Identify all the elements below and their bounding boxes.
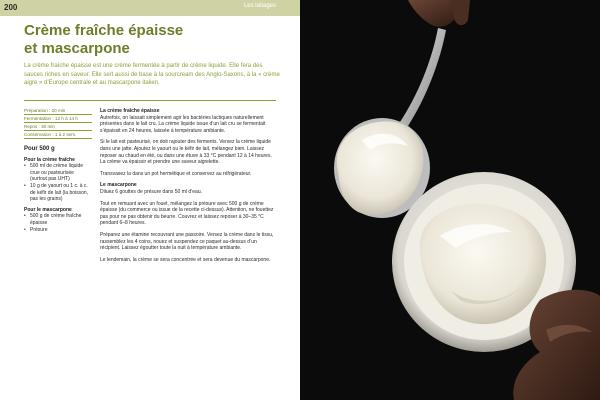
cream-photo — [300, 0, 600, 400]
list-item — [24, 213, 92, 226]
ingredient-text: 10 g de yaourt ou 1 c. à c. de kéfir de lait (la boisson, pas les grains) — [30, 182, 89, 203]
bullet-icon: • — [24, 163, 26, 170]
method-paragraph: Si le lait est pasteurisé, on doit rajouter des ferments. Versez la crème liquide dans une jatte. Ajoutez le yaourt ou le kéfir de lait, mélangez bien. Laissez reposer au chaud en été, ou dans une étuve à 33 °C pendant 12 à 14 heures. La crème va épaissir et prendre une saveur aigrelette. — [100, 139, 272, 166]
method-paragraph: Le lendemain, la crème se sera concentrée et sera devenue du mascarpone. — [100, 256, 271, 263]
meta-preparation: Préparation : 20 min — [24, 107, 92, 115]
method-paragraph: Préparez une étamine recouvrant une passoire. Versez la crème dans le tissu, rassemblez les 4 coins, nouez et suspendez ce paquet au-dessus d’un récipient. Laissez égoutter toute la nuit à température ambiante. — [100, 231, 274, 252]
bullet-icon: • — [24, 226, 26, 233]
recipe-meta — [24, 107, 92, 139]
ingredients-creme-heading: Pour la crème fraîche — [24, 156, 75, 163]
recipe-title — [24, 22, 284, 58]
photo-page — [300, 0, 600, 400]
ingredient-text: Présure — [30, 226, 48, 233]
title-line-2: et mascarpone — [24, 40, 130, 57]
method-paragraph: Diluez 6 gouttes de présure dans 50 ml d’eau. — [100, 188, 203, 195]
bullet-icon: • — [24, 213, 26, 220]
list-item — [24, 227, 92, 234]
method-paragraph: Transvasez la dans un pot hermétique et conservez au réfrigérateur. — [100, 170, 252, 177]
ingredient-text: 500 g de crème fraîche épaisse — [30, 213, 82, 226]
recipe-intro: La crème fraîche épaisse est une crème fermentée à partir de crème liquide. Elle fera des sauces riches en saveur. Elle sert aussi de base à la sourcream des Anglo-Saxons, à la « crème aigre » d’Europe centrale et au mascarpone italien. — [24, 63, 280, 86]
ingredient-text: 500 ml de crème liquide crue ou pasteurisée (surtout pas UHT) — [30, 163, 84, 183]
divider-rule — [24, 100, 276, 101]
list-item — [24, 183, 92, 203]
method-creme-heading: La crème fraîche épaisse — [100, 108, 160, 114]
meta-conservation: Conservation : 1 à 2 sem. — [24, 131, 92, 139]
method-column — [100, 108, 276, 268]
meta-fermentation: Fermentation : 12 h à 14 h — [24, 115, 92, 123]
recipe-yield: Pour 500 g — [24, 146, 55, 152]
ingredients-mascarpone-heading: Pour le mascarpone — [24, 206, 72, 213]
list-item — [24, 163, 92, 183]
page-number: 200 — [4, 3, 18, 12]
method-paragraph: Tout en remuant avec un fouet, mélangez la présure avec 500 g de crème épaisse (du commerce ou issue de la recette ci-dessus). Attention, ne fouettez pas pour ne pas obtenir du beurre. Couvrez et laissez reposer à 30–35 °C pendant 6–8 heures. — [100, 200, 274, 227]
header-bar — [0, 0, 300, 16]
method-paragraph: Autrefois, on laissait simplement agir les bactéries lactiques naturellement présentes dans le lait cru. La crème liquide issue d’un lait cru se fermentait s’épaissit en 24 heures, laissée à température ambiante. — [100, 114, 266, 134]
ingredients-column — [24, 146, 92, 233]
title-line-1: Crème fraîche épaisse — [24, 22, 184, 39]
meta-rest: Repos : 30 min — [24, 123, 92, 131]
section-name: Les laitages — [243, 3, 276, 9]
method-mascarpone-heading: Le mascarpone — [100, 182, 137, 189]
bullet-icon: • — [24, 182, 26, 189]
